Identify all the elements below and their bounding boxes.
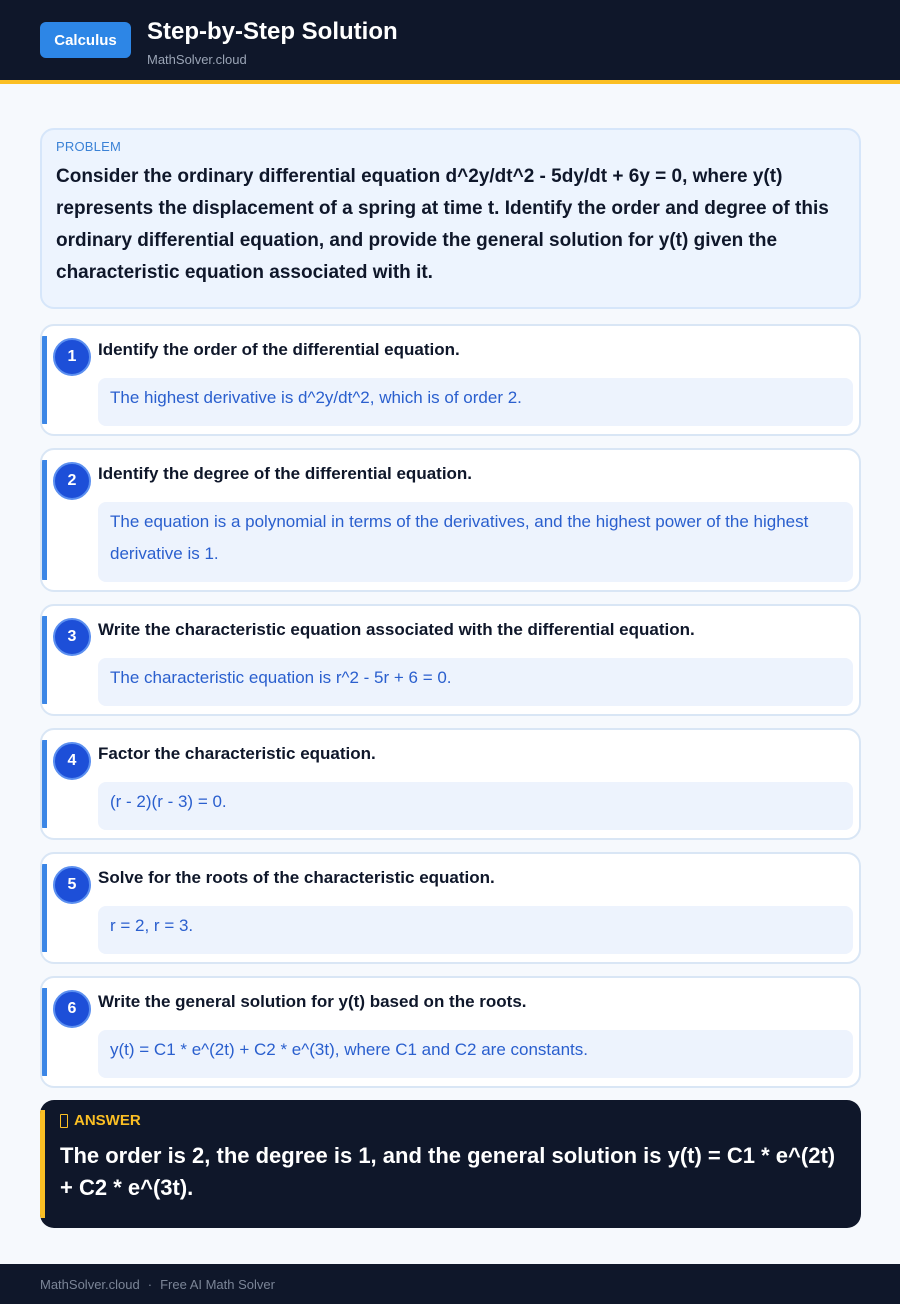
step-card-4 — [40, 728, 861, 840]
step-number: 5 — [53, 866, 91, 904]
problem-label: PROBLEM — [56, 139, 121, 154]
footer-site-name: MathSolver.cloud — [40, 1276, 140, 1292]
step-number: 6 — [53, 990, 91, 1028]
step-number: 2 — [53, 462, 91, 500]
step-title: Solve for the roots of the characteristic equation. — [98, 868, 495, 887]
problem-text: Consider the ordinary differential equation d^2y/dt^2 - 5dy/dt + 6y = 0, where y(t) represents the displacement of a spring at time t. Identify the order and degree of this ordinary differential equation, and provide the general solution for y(t) given the characteristic equation associated with it. — [56, 166, 829, 283]
step-card-2 — [40, 448, 861, 592]
step-card-1 — [40, 324, 861, 436]
step-explanation: y(t) = C1 * e^(2t) + C2 * e^(3t), where C1 and C2 are constants. — [98, 1030, 853, 1078]
step-explanation: (r - 2)(r - 3) = 0. — [98, 782, 853, 830]
step-title: Factor the characteristic equation. — [98, 744, 376, 763]
step-number: 4 — [53, 742, 91, 780]
step-explanation: r = 2, r = 3. — [98, 906, 853, 954]
step-title: Identify the order of the differential equation. — [98, 340, 460, 359]
step-explanation: The equation is a polynomial in terms of the derivatives, and the highest power of the highest derivative is 1. — [98, 502, 853, 582]
step-card-3 — [40, 604, 861, 716]
step-accent-bar — [42, 740, 47, 828]
clipboard-icon — [60, 1114, 68, 1128]
step-accent-bar — [42, 460, 47, 580]
step-card-6 — [40, 976, 861, 1088]
step-explanation: The characteristic equation is r^2 - 5r + 6 = 0. — [98, 658, 853, 706]
step-number: 1 — [53, 338, 91, 376]
step-number: 3 — [53, 618, 91, 656]
page-footer — [0, 1264, 900, 1304]
step-title: Identify the degree of the differential equation. — [98, 464, 473, 483]
step-title: Write the characteristic equation associated with the differential equation. — [98, 620, 695, 639]
step-accent-bar — [42, 616, 47, 704]
step-explanation: The highest derivative is d^2y/dt^2, which is of order 2. — [98, 378, 853, 426]
answer-accent-bar — [40, 1110, 45, 1218]
step-title: Write the general solution for y(t) based on the roots. — [98, 992, 527, 1011]
footer-tagline: Free AI Math Solver — [160, 1276, 275, 1292]
step-card-5 — [40, 852, 861, 964]
answer-text: The order is 2, the degree is 1, and the general solution is y(t) = C1 * e^(2t) + C2 * e^(3t). — [60, 1143, 836, 1200]
answer-heading — [60, 1112, 141, 1130]
step-accent-bar — [42, 988, 47, 1076]
step-accent-bar — [42, 336, 47, 424]
problem-card — [40, 128, 861, 309]
topic-badge: Calculus — [40, 22, 131, 58]
site-name: MathSolver.cloud — [147, 52, 247, 67]
answer-card — [40, 1100, 861, 1228]
step-accent-bar — [42, 864, 47, 952]
page-title: Step-by-Step Solution — [147, 18, 398, 45]
footer-separator: · — [147, 1276, 153, 1292]
answer-label: ANSWER — [74, 1112, 141, 1129]
page-header — [0, 0, 900, 84]
